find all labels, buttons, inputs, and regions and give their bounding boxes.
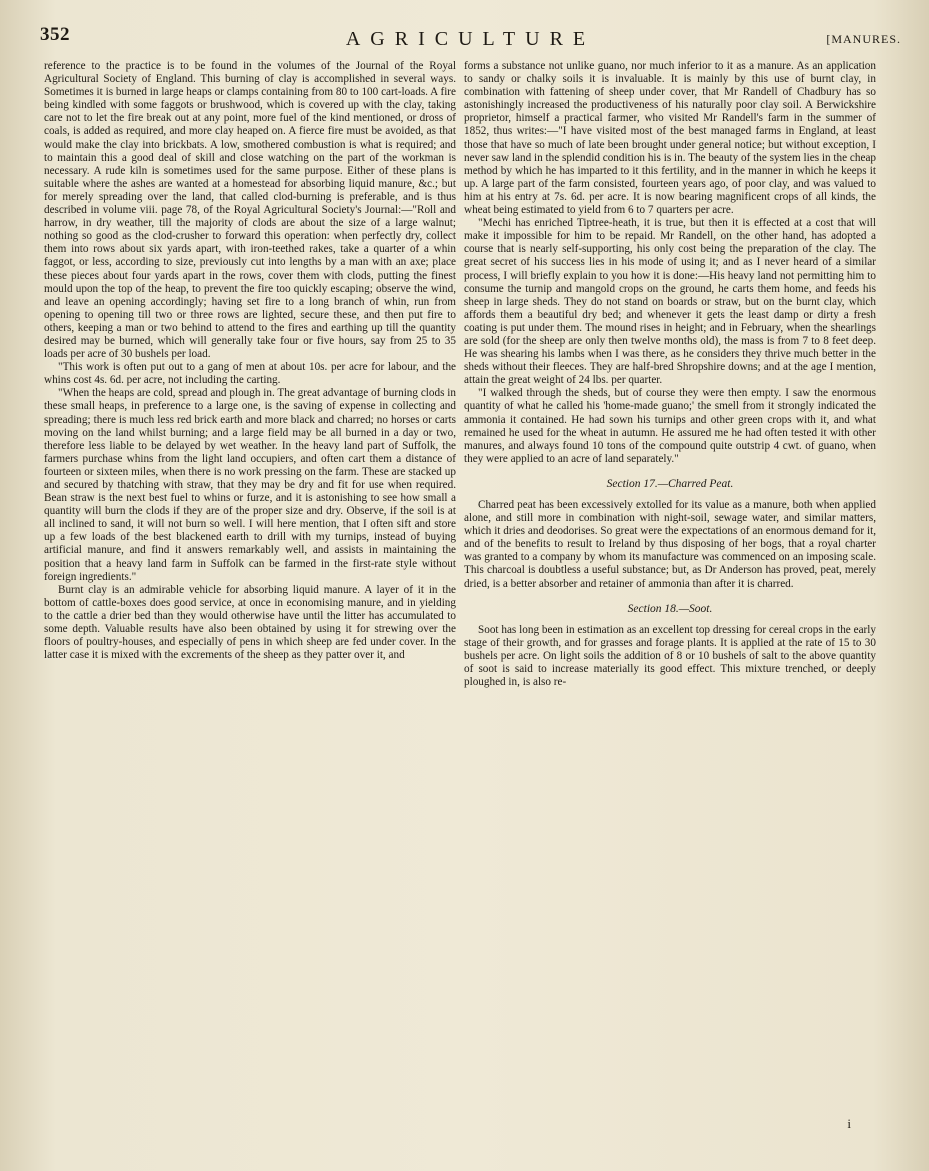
paragraph: reference to the practice is to be found in the volumes of the Journal of the Royal Agricultural Society of England. This burning of clay is accomplished in several ways. Sometimes it is burned in large heaps or clamps containing from 80 to 100 cart-loads. A fire being kindled with some faggots or brushwood, which is covered up with the clay, taking care not to let the fire break out at any point, more fuel of the kind mentioned, or dross of coals, is added as required, and more clay heaped on. A fierce fire must be avoided, as that would make the clay into brickbats. A low, smothered combustion is what is required; and to maintain this a good deal of skill and close watching on the part of the workman is necessary. A rude kiln is sometimes used for the same purpose. Either of these plans is suitable where the ashes are wanted at a homestead for absorbing liquid manure, &c.; but for merely spreading over the land, that called clod-burning is preferable, and is thus described in volume viii. page 78, of the Royal Agricultural Society's Journal:—"Roll and harrow, in dry weather, till the majority of clods are about the size of a large walnut; nothing so good as the clod-crusher to forward this operation: when perfectly dry, collect them into rows about six yards apart, with iron-teethed rakes, take a quarter of a whin faggot, or less, according to size, previously cut into lengths by a man with an axe; place these pieces about four yards apart in the rows, cover them with clods, putting the finest mould upon the top of the heap, to prevent the fire too quickly escaping; observe the wind, and leave an opening accordingly; having set fire to a long branch of whin, run from opening to opening till two or three rows are lighted, secure these, and then put fire to others, keeping a man or two behind to attend to the fires and earthing up till the quantity desired may be burned, which will generally take four or five hours, say from 25 to 35 loads per acre of 30 bushels per load. [44,60,456,361]
page-number: 352 [40,24,70,45]
running-title: AGRICULTURE [345,28,596,50]
paragraph: "This work is often put out to a gang of men at about 10s. per acre for labour, and the whins cost 4s. 6d. per acre, not including the carting. [44,361,456,387]
section-18-heading: Section 18.—Soot. [627,602,713,615]
paragraph: "When the heaps are cold, spread and plough in. The great advantage of burning clods in these small heaps, in preference to a large one, is the saving of expense in collecting and spreading; there is much less red brick earth and more black and charred; no horses or carts moving on the land whilst burning; and a large field may be all burned in a day or two, therefore less liable to be delayed by wet weather. In the heavy land part of Suffolk, the farmers purchase whins from the light land occupiers, and often cart them a distance of fourteen or sixteen miles, when there is no work pressing on the farm. These are stacked up and secured by thatching with straw, that they may be dry and fit for use when required. Bean straw is the next best fuel to whins or furze, and it is astonishing to see how small a quantity will burn the clods if they are of the proper size and dry. Observe, if the soil is at all inclined to sand, it will not burn so well. I will here mention, that I often sift and store up a few loads of the best blackened earth to drill with my turnips, instead of buying artificial manure, and find it answers remarkably well, and assists in maintaining the position that a heavy land farm in Suffolk can be farmed in the first-rate style without foreign ingredients." [44,387,456,583]
right-column [464,60,876,1148]
left-column [44,60,456,1148]
section-17-text: Charred peat has been excessively extolled for its value as a manure, both when applied alone, and still more in combination with night-soil, sewage water, and similar matters, which it dries and deodorises. So great were the expectations of an enormous demand for it, and of the benefits to result to Ireland by thus disposing of her bogs, that a royal charter was granted to a company by whom its manufacture was commenced on an imposing scale. This charcoal is doubtless a useful substance; but, as Dr Anderson has proved, peat, merely dried, is a better absorber and retainer of ammonia than after it is charred. [464,499,876,590]
signature-mark: i [847,1116,851,1131]
section-tag: [MANURES. [826,32,901,46]
page-header [40,24,901,54]
paragraph: "I walked through the sheds, but of course they were then empty. I saw the enormous quantity of what he called his 'home-made guano;' the smell from it strongly indicated the ammonia it contained. He had sown his turnips and other green crops with it, and what remained he used for the wheat in autumn. He assured me he had often tested it with other manures, and always found 10 tons of the compound quite outstrip 4 cwt. of guano, when they were applied to an acre of land separately." [464,387,876,465]
paragraph: forms a substance not unlike guano, nor much inferior to it as a manure. As an application to sandy or chalky soils it is invaluable. It is mainly by this use of burnt clay, in combination with fattening of sheep under cover, that Mr Randell of Chadbury has so astonishingly increased the productiveness of his naturally poor clay soil. A Berwickshire proprietor, himself a practical farmer, who visited Mr Randell's farm in the summer of 1852, thus writes:—"I have visited most of the best managed farms in England, at least those that have so much of late been brought under general notice; but without exception, I never saw land in the splendid condition his is in. The beauty of the system lies in the cheap method by which he has imparted to it this fertility, and in the manner in which he keeps it up. A large part of the farm consisted, fourteen years ago, of poor clay, and was valued to him at his entry at 7s. 6d. per acre. It is now bearing magnificent crops of all kinds, the wheat being estimated to yield from 6 to 7 quarters per acre. [464,60,876,217]
section-18-text: Soot has long been in estimation as an excellent top dressing for cereal crops in the early stage of their growth, and for grasses and forage plants. It is applied at the rate of 15 to 30 bushels per acre. On light soils the addition of 8 or 10 bushels of salt to the above quantity of soot is said to increase materially its good effect. This mixture trenched, or deeply ploughed in, is also re- [464,623,876,689]
section-17-heading: Section 17.—Charred Peat. [606,477,734,490]
paragraph: "Mechi has enriched Tiptree-heath, it is true, but then it is effected at a cost that will make it impossible for him to be repaid. Mr Randell, on the other hand, has adopted a course that is nearly self-supporting, his only cost being the preparation of the clay. The great secret of his success lies in his mode of using it; and as I never heard of a similar process, I will briefly explain to you how it is done:—His heavy land not permitting him to consume the turnip and mangold crops on the ground, he carts them home, and feeds his sheep in large sheds. They do not stand on boards or straw, but on the burnt clay, which affords them a beautiful dry bed; and whenever it gets the least damp or dirty a fresh coating is put under them. The mound rises in height; and in February, when the shearlings are sold (for the sheep are only then twelve months old), the mass is from 7 to 8 feet deep. He was shearing his lambs when I was there, as he considers they thrive much better in the sheds without their fleeces. They are half-bred Shropshire downs; and at the age I mention, attain the great weight of 24 lbs. per quarter. [464,217,876,387]
paragraph: Burnt clay is an admirable vehicle for absorbing liquid manure. A layer of it in the bottom of cattle-boxes does good service, at once in economising manure, and in yielding to the cattle a drier bed than they would otherwise have until the litter has accumulated to some depth. Valuable results have also been obtained by using it for strewing over the floors of poultry-houses, and especially of pens in which sheep are fed under cover. In the latter case it is mixed with the excrements of the sheep as they patter over it, and [44,583,456,662]
